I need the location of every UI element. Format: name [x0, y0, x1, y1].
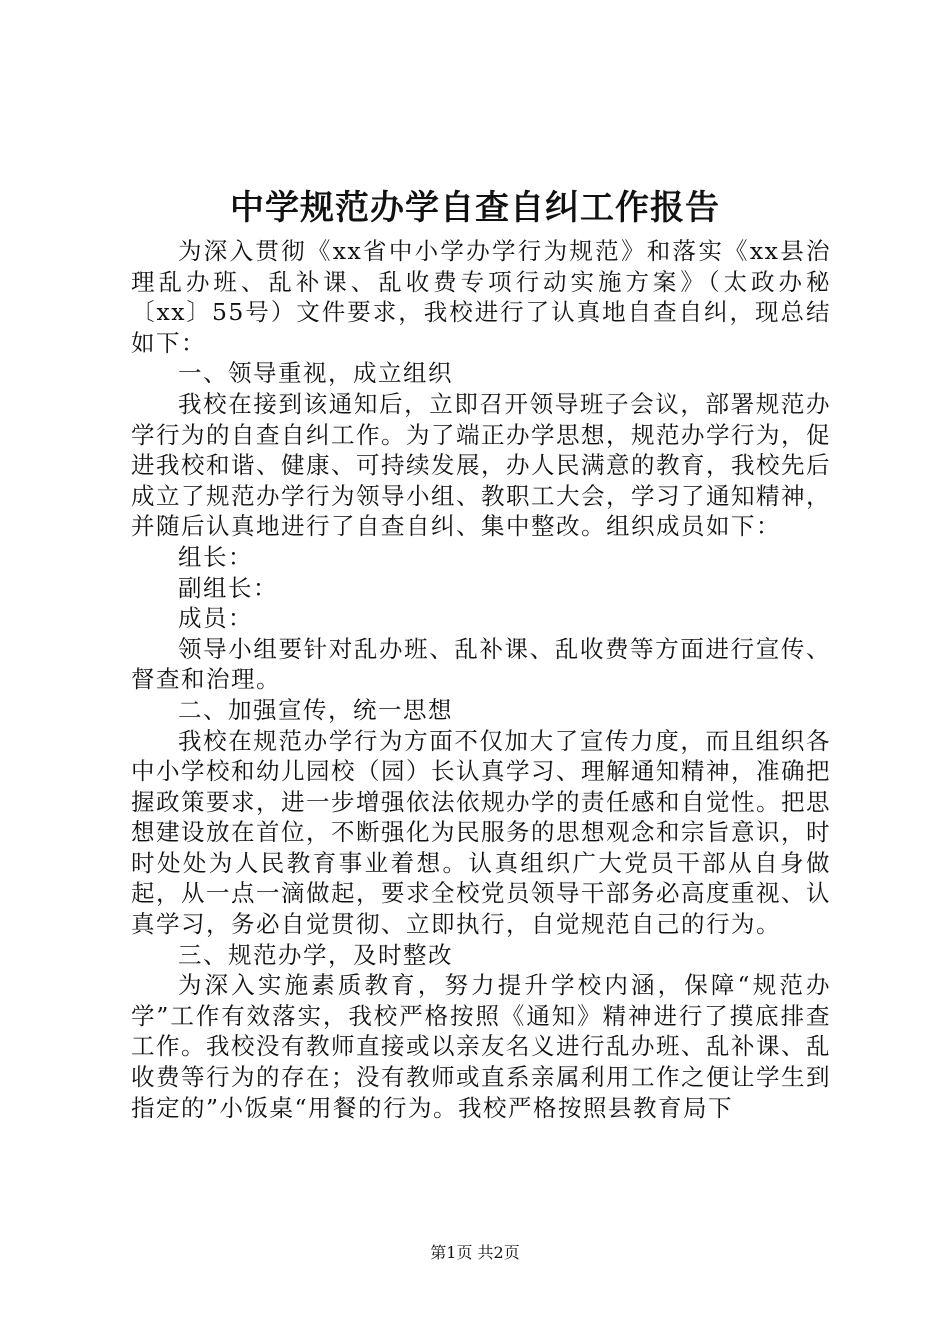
document-body: [131, 236, 831, 1123]
deputy-leader-line: 副组长：: [178, 573, 278, 602]
section-3-paragraph: 为深入实施素质教育，努力提升学校内涵，保障“规范办学”工作有效落实，我校严格按照《通知》精神进行了摸底排查工作。我校没有教师直接或以亲友名义进行乱办班、乱补课、乱收费等行为的存在；没有教师或直系亲属利用工作之便让学生到指定的”小饭桌“用餐的行为。我校严格按照县教育局下: [131, 971, 831, 1122]
section-heading-1: 一、领导重视，成立组织: [178, 359, 453, 388]
page-number-footer: 第1页 共2页: [430, 1243, 520, 1262]
intro-paragraph: 为深入贯彻《xx省中小学办学行为规范》和落实《xx县治理乱办班、乱补课、乱收费专项行动实施方案》（太政办秘〔xx〕55号）文件要求，我校进行了认真地自查自纠，现总结如下：: [131, 237, 831, 357]
section-2-paragraph: 我校在规范办学行为方面不仅加大了宣传力度，而且组织各中小学校和幼儿园校（园）长认真学习、理解通知精神，准确把握政策要求，进一步增强依法依规办学的责任感和自觉性。把思想建设放在首位，不断强化为民服务的思想观念和宗旨意识，时时处处为人民教育事业着想。认真组织广大党员干部从自身做起，从一点一滴做起，要求全校党员领导干部务必高度重视、认真学习，务必自觉贯彻、立即执行，自觉规范自己的行为。: [131, 726, 831, 939]
group-duty-paragraph: 领导小组要针对乱办班、乱补课、乱收费等方面进行宣传、督查和治理。: [131, 634, 831, 694]
section-1-paragraph: 我校在接到该通知后，立即召开领导班子会议，部署规范办学行为的自查自纠工作。为了端正办学思想，规范办学行为，促进我校和谐、健康、可持续发展，办人民满意的教育，我校先后成立了规范办学行为领导小组、教职工大会，学习了通知精神，并随后认真地进行了自查自纠、集中整改。组织成员如下：: [131, 389, 831, 541]
document-title: 中学规范办学自查自纠工作报告: [230, 188, 720, 228]
group-leader-line: 组长：: [178, 542, 253, 571]
section-heading-2: 二、加强宣传，统一思想: [178, 695, 453, 724]
section-heading-3: 三、规范办学，及时整改: [178, 940, 453, 969]
members-line: 成员：: [178, 604, 253, 633]
